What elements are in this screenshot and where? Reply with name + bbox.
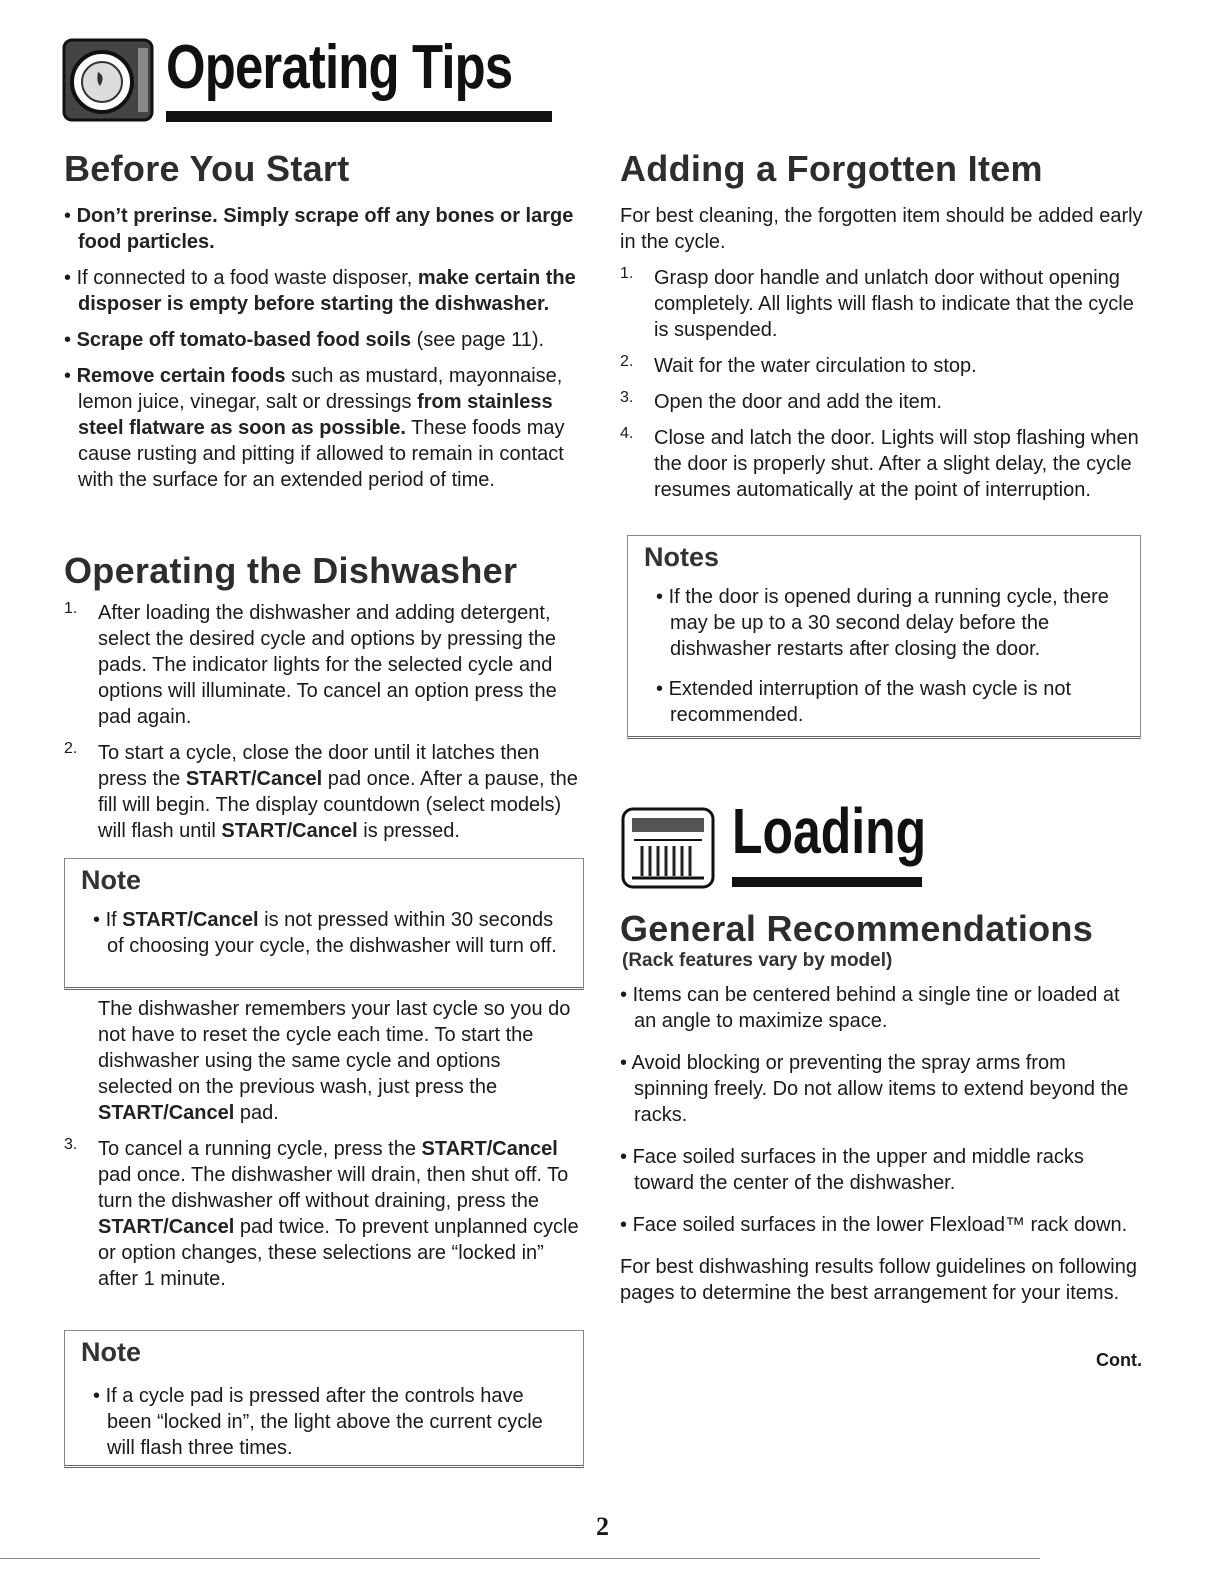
operating-steps [64, 600, 584, 854]
list-item: • Don’t prerinse. Simply scrape off any bones or large food particles. [64, 203, 584, 255]
list-item: 2. Wait for the water circulation to stop. [620, 353, 977, 377]
list-item: 1. After loading the dishwasher and adding detergent, select the desired cycle and options by pressing the pads. The indicator lights for the selected cycle and options will illuminate. To cancel an option press the pad again. [64, 600, 557, 728]
list-item: 4. Close and latch the door. Lights will stop flashing when the door is properly shut. After a slight delay, the cycle resumes automatically at the point of interruption. [620, 425, 1139, 501]
operating-step-3 [64, 1136, 584, 1302]
general-recommendations-section [620, 982, 1145, 1306]
dishwasher-dial-icon [62, 38, 154, 122]
forgotten-steps [620, 265, 1145, 503]
note-item: • If the door is opened during a running cycle, there may be up to a 30 second delay before the dishwasher restarts after closing the door. [646, 584, 1122, 662]
dish-rack-icon [620, 806, 716, 890]
page-title: Operating Tips [166, 33, 513, 102]
loading-title: Loading [732, 795, 927, 867]
note-box [64, 1330, 584, 1468]
notes-title: Notes [644, 542, 720, 572]
forgotten-item-heading: Adding a Forgotten Item [620, 148, 1043, 189]
note-text: • If a cycle pad is pressed after the controls have been “locked in”, the light above the current cycle will flash three times. [83, 1383, 565, 1461]
general-recommendations-heading: General Recommendations [620, 908, 1094, 949]
notes-box [627, 535, 1141, 739]
remember-paragraph: The dishwasher remembers your last cycle so you do not have to reset the cycle each time. To start the dishwasher using the same cycle and options selected on the previous wash, just press the START/Cancel pad. [98, 998, 571, 1124]
notes-list [646, 584, 1122, 742]
continued-label: Cont. [1096, 1350, 1142, 1370]
list-item: 2. To start a cycle, close the door until it latches then press the START/Cancel pad once. After a pause, the fill will begin. The display countdown (select models) will flash until START/Cancel is pressed. [64, 740, 578, 842]
list-item: 1. Grasp door handle and unlatch door without opening completely. All lights will flash to indicate that the cycle is suspended. [620, 265, 1134, 341]
list-item: • Face soiled surfaces in the upper and middle racks toward the center of the dishwasher. [620, 1144, 1145, 1196]
before-you-start-heading: Before You Start [64, 148, 350, 189]
operating-heading: Operating the Dishwasher [64, 550, 518, 591]
loading-underline [732, 877, 922, 887]
list-item: 3. Open the door and add the item. [620, 389, 942, 413]
note-item: • Extended interruption of the wash cycle is not recommended. [646, 676, 1122, 728]
page-number: 2 [596, 1512, 609, 1541]
note-title: Note [81, 865, 141, 895]
loading-banner [620, 795, 930, 895]
before-you-start-list [64, 203, 584, 503]
forgotten-item-section [620, 203, 1145, 513]
note-title: Note [81, 1337, 141, 1367]
forgotten-intro: For best cleaning, the forgotten item should be added early in the cycle. [620, 205, 1143, 253]
bottom-rule [0, 1558, 1040, 1559]
list-item: • Items can be centered behind a single tine or loaded at an angle to maximize space. [620, 982, 1145, 1034]
general-bullets [620, 982, 1145, 1238]
title-underline [166, 111, 552, 122]
note-box [64, 858, 584, 990]
operating-tips-banner [62, 28, 513, 128]
rack-features-subheading: (Rack features vary by model) [622, 950, 893, 971]
list-item: • Avoid blocking or preventing the spray arms from spinning freely. Do not allow items to extend beyond the racks. [620, 1050, 1145, 1128]
list-item: • Remove certain foods such as mustard, mayonnaise, lemon juice, vinegar, salt or dressings from stainless steel flatware as soon as possible. These foods may cause rusting and pitting if allowed to remain in contact with the surface for an extended period of time. [64, 363, 584, 493]
general-closing: For best dishwashing results follow guidelines on following pages to determine the best arrangement for your items. [620, 1256, 1137, 1304]
list-item: • If connected to a food waste disposer, make certain the disposer is empty before starting the dishwasher. [64, 265, 584, 317]
list-item: 3. To cancel a running cycle, press the START/Cancel pad once. The dishwasher will drain, then shut off. To turn the dishwasher off without draining, press the START/Cancel pad twice. To prevent unplanned cycle or option changes, these selections are “locked in” after 1 minute. [64, 1136, 579, 1290]
note-text: • If START/Cancel is not pressed within 30 seconds of choosing your cycle, the dishwasher will turn off. [83, 907, 565, 959]
list-item: • Scrape off tomato-based food soils (see page 11). [64, 327, 584, 353]
list-item: • Face soiled surfaces in the lower Flexload™ rack down. [620, 1212, 1145, 1238]
